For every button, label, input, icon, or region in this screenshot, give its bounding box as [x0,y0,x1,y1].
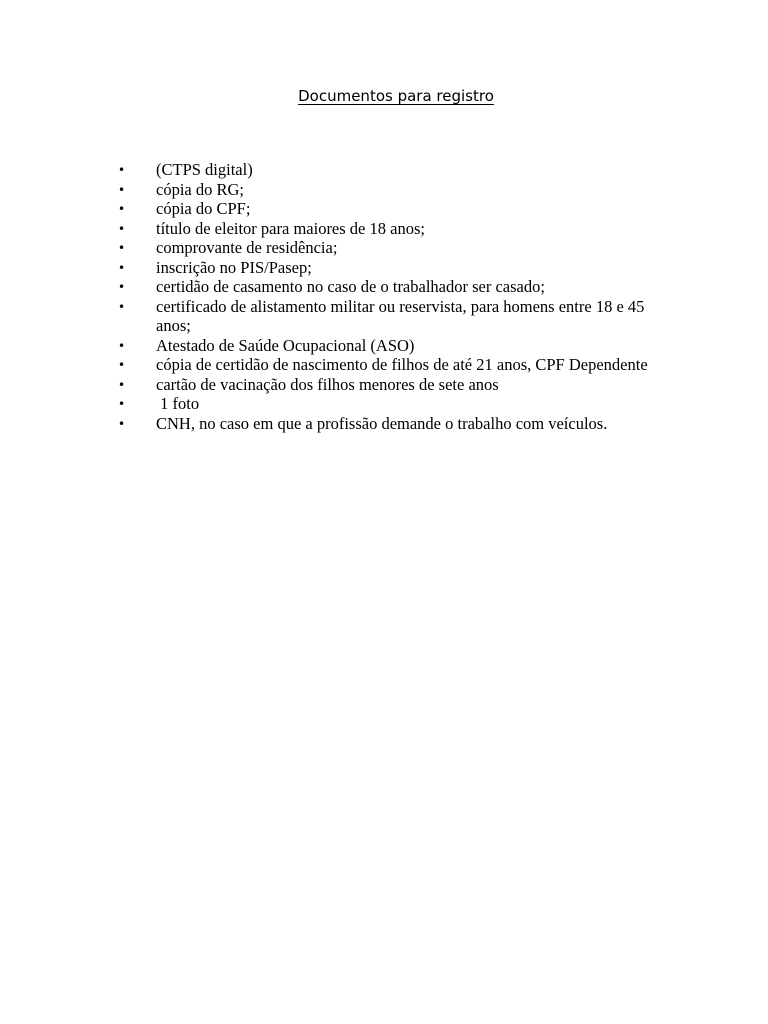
bullet-icon: • [118,182,126,197]
bullet-icon: • [118,260,126,275]
list-item [118,238,663,258]
list-item [118,258,663,278]
bullet-icon: • [118,241,126,255]
list-item [118,355,663,375]
list-item-text: (CTPS digital) [156,160,253,179]
list-item-text: 1 foto [156,394,200,413]
bullet-icon: • [118,221,126,236]
bullet-icon: • [118,299,126,314]
bullet-icon: • [118,163,126,177]
list-item [118,219,663,239]
list-item-text: inscrição no PIS/Pasep; [156,257,312,277]
list-item-text: certificado de alistamento militar ou reservista, para homens entre 18 e 45 anos; [156,296,649,335]
list-item [118,375,663,395]
list-item [118,277,663,297]
list-item [118,394,663,414]
list-item-text: CNH, no caso em que a profissão demande o trabalho com veículos. [156,413,608,433]
list-item-text: cartão de vacinação dos filhos menores de sete anos [156,374,499,394]
list-item-text: cópia de certidão de nascimento de filhos de até 21 anos, CPF Dependente [156,355,648,374]
list-item [118,199,663,219]
bullet-icon: • [118,202,126,216]
list-item-text: cópia do CPF; [156,199,251,218]
list-item [118,414,663,434]
bullet-icon: • [118,416,126,431]
list-item-text: certidão de casamento no caso de o trabalhador ser casado; [156,277,545,296]
list-item-text: Atestado de Saúde Ocupacional (ASO) [156,335,415,355]
bullet-icon: • [118,358,126,372]
list-item [118,297,663,336]
required-documents-list [118,160,663,433]
list-item-text: comprovante de residência; [156,238,338,257]
bullet-icon: • [118,397,126,411]
bullet-icon: • [118,377,126,392]
list-item [118,160,663,180]
list-item-text: cópia do RG; [156,179,244,199]
bullet-icon: • [118,338,126,353]
list-item [118,180,663,200]
document-title: Documentos para registro [298,87,494,105]
list-item [118,336,663,356]
bullet-icon: • [118,280,126,294]
list-item-text: título de eleitor para maiores de 18 anos; [156,218,425,238]
